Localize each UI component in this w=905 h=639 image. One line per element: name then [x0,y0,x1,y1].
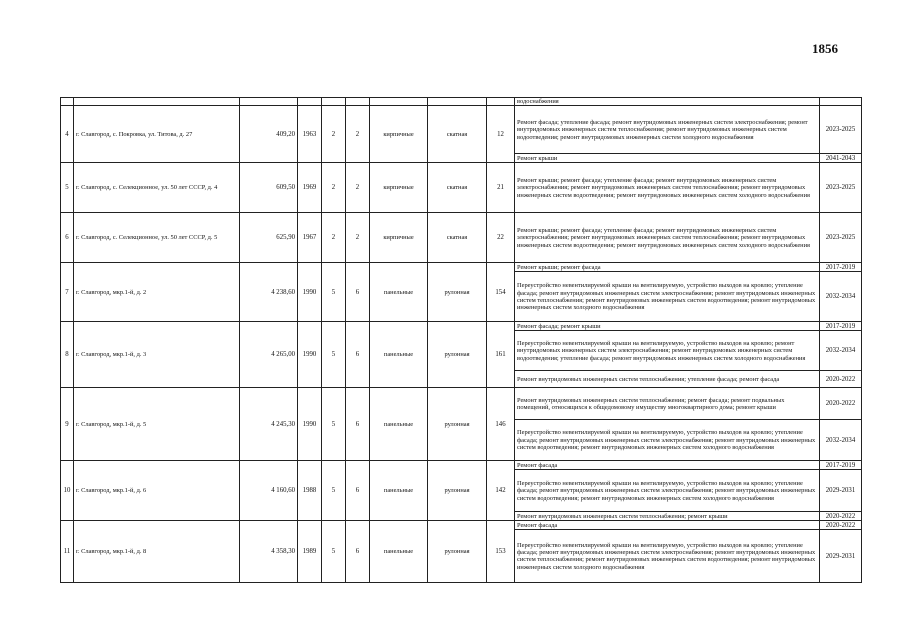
wall-material: кирпичные [370,213,428,263]
period: 2020-2022 [820,512,862,521]
cell [370,98,428,106]
residents-count: 12 [487,106,515,163]
house-number: 8 [61,322,74,388]
work-description: Ремонт внутридомовых инженерных систем теплоснабжения; ремонт крыши [515,512,820,521]
table-row [61,388,862,420]
total-area: 625,90 [240,213,298,263]
total-area: 609,50 [240,163,298,213]
entrances-count: 6 [346,388,370,461]
roof-type: скатная [428,106,487,163]
total-area: 4 245,30 [240,388,298,461]
total-area: 4 358,30 [240,521,298,583]
table-row [61,521,862,530]
residents-count: 142 [487,461,515,521]
residents-count: 22 [487,213,515,263]
roof-type: рулонная [428,322,487,388]
house-address: г. Славгород, с. Селекционное, ул. 50 лет СССР, д. 5 [74,213,240,263]
floors-count: 2 [322,106,346,163]
residents-count: 146 [487,388,515,461]
work-description: Ремонт фасада [515,521,820,530]
table-row [61,461,862,470]
entrances-count: 2 [346,213,370,263]
house-number: 11 [61,521,74,583]
period: 2017-2019 [820,322,862,331]
floors-count: 5 [322,521,346,583]
floors-count: 5 [322,322,346,388]
period: 2029-2031 [820,530,862,583]
cell [240,98,298,106]
table-row [61,106,862,154]
table-row [61,163,862,213]
work-description: Ремонт крыши [515,154,820,163]
wall-material: панельные [370,322,428,388]
roof-type: рулонная [428,263,487,322]
build-year: 1990 [298,322,322,388]
work-description: Переустройство невентилируемой крыши на вентилируемую, устройство выходов на кровлю; ремонт внутридомовых инженерных систем электроснабжения; ремонт внутридомовых инженерных систем водоотведения; утепление фасада; ремонт внутридомовых инженерных систем холодного водоснабжения [515,331,820,371]
work-description: Ремонт крыши; ремонт фасада [515,263,820,272]
floors-count: 5 [322,263,346,322]
period: 2041-2043 [820,154,862,163]
cell [61,98,74,106]
build-year: 1969 [298,163,322,213]
entrances-count: 2 [346,163,370,213]
house-address: г. Славгород, мкр.1-й, д. 3 [74,322,240,388]
floors-count: 2 [322,213,346,263]
work-description: Переустройство невентилируемой крыши на вентилируемую, устройство выходов на кровлю; утепление фасада; ремонт внутридомовых инженерных систем электроснабжения; ремонт внутридомовых инженерных систем водоотведения; ремонт внутридомовых инженерных систем холодного водоснабжения [515,470,820,512]
house-address: г. Славгород, мкр.1-й, д. 8 [74,521,240,583]
continuation-row [61,98,862,106]
wall-material: панельные [370,461,428,521]
entrances-count: 2 [346,106,370,163]
wall-material: панельные [370,388,428,461]
entrances-count: 6 [346,461,370,521]
build-year: 1963 [298,106,322,163]
period: 2032-2034 [820,420,862,461]
work-description: Ремонт фасада; утепление фасада; ремонт внутридомовых инженерных систем электроснабжения; ремонт внутридомовых инженерных систем теплоснабжения; ремонт внутридомовых инженерных систем водоотведения; ремонт внутридомовых инженерных систем холодного водоснабжения [515,106,820,154]
roof-type: рулонная [428,521,487,583]
house-number: 5 [61,163,74,213]
wall-material: кирпичные [370,163,428,213]
build-year: 1967 [298,213,322,263]
floors-count: 5 [322,461,346,521]
house-address: г. Славгород, мкр.1-й, д. 5 [74,388,240,461]
work-description: Переустройство невентилируемой крыши на вентилируемую, устройство выходов на кровлю; утепление фасада; ремонт внутридомовых инженерных систем электроснабжения; ремонт внутридомовых инженерных систем водоотведения; ремонт внутридомовых инженерных систем холодного водоснабжения [515,420,820,461]
floors-count: 2 [322,163,346,213]
period: 2020-2022 [820,521,862,530]
roof-type: рулонная [428,388,487,461]
total-area: 4 265,00 [240,322,298,388]
house-address: г. Славгород, с. Селекционное, ул. 50 лет СССР, д. 4 [74,163,240,213]
house-number: 10 [61,461,74,521]
repair-plan-table [60,97,862,583]
roof-type: скатная [428,163,487,213]
cell [487,98,515,106]
work-description: водоснабжения [515,98,820,106]
house-address: г. Славгород, с. Покровка, ул. Титова, д. 27 [74,106,240,163]
build-year: 1990 [298,388,322,461]
cell [298,98,322,106]
cell [322,98,346,106]
cell [428,98,487,106]
table-row [61,213,862,263]
table-row [61,322,862,331]
work-description: Ремонт внутридомовых инженерных систем теплоснабжения; ремонт фасада; ремонт подвальных помещений, относящихся к общедомовому имуществу многоквартирного дома; ремонт крыши [515,388,820,420]
work-description: Ремонт крыши; ремонт фасада; утепление фасада; ремонт внутридомовых инженерных систем электроснабжения; ремонт внутридомовых инженерных систем теплоснабжения; ремонт внутридомовых инженерных систем водоотведения; ремонт внутридомовых инженерных систем холодного водоснабжения [515,163,820,213]
work-description: Переустройство невентилируемой крыши на вентилируемую, устройство выходов на кровлю; утепление фасада; ремонт внутридомовых инженерных систем электроснабжения; ремонт внутридомовых инженерных систем теплоснабжения; ремонт внутридомовых инженерных систем водоотведения; ремонт внутридомовых инженерных систем холодного водоснабжения [515,530,820,583]
period: 2032-2034 [820,272,862,322]
roof-type: рулонная [428,461,487,521]
house-number: 6 [61,213,74,263]
build-year: 1989 [298,521,322,583]
wall-material: панельные [370,521,428,583]
wall-material: кирпичные [370,106,428,163]
floors-count: 5 [322,388,346,461]
entrances-count: 6 [346,521,370,583]
house-address: г. Славгород, мкр.1-й, д. 6 [74,461,240,521]
entrances-count: 6 [346,263,370,322]
period: 2032-2034 [820,331,862,371]
period: 2020-2022 [820,388,862,420]
residents-count: 153 [487,521,515,583]
work-description: Ремонт внутридомовых инженерных систем теплоснабжения; утепление фасада; ремонт фасада [515,371,820,388]
period: 2029-2031 [820,470,862,512]
period: 2023-2025 [820,163,862,213]
total-area: 4 160,60 [240,461,298,521]
build-year: 1988 [298,461,322,521]
period: 2020-2022 [820,371,862,388]
cell [346,98,370,106]
table-row [61,263,862,272]
period: 2017-2019 [820,263,862,272]
build-year: 1990 [298,263,322,322]
work-description: Ремонт фасада; ремонт крыши [515,322,820,331]
period: 2017-2019 [820,461,862,470]
period: 2023-2025 [820,213,862,263]
residents-count: 161 [487,322,515,388]
house-number: 7 [61,263,74,322]
total-area: 409,20 [240,106,298,163]
work-description: Переустройство невентилируемой крыши на вентилируемую, устройство выходов на кровлю; утепление фасада; ремонт внутридомовых инженерных систем электроснабжения; ремонт внутридомовых инженерных систем теплоснабжения; ремонт внутридомовых инженерных систем водоотведения; ремонт внутридомовых инженерных систем холодного водоснабжения [515,272,820,322]
page-number: 1856 [812,41,838,56]
period: 2023-2025 [820,106,862,154]
residents-count: 154 [487,263,515,322]
house-number: 9 [61,388,74,461]
roof-type: скатная [428,213,487,263]
residents-count: 21 [487,163,515,213]
cell [74,98,240,106]
period [820,98,862,106]
work-description: Ремонт фасада [515,461,820,470]
total-area: 4 238,60 [240,263,298,322]
house-number: 4 [61,106,74,163]
entrances-count: 6 [346,322,370,388]
house-address: г. Славгород, мкр.1-й, д. 2 [74,263,240,322]
wall-material: панельные [370,263,428,322]
work-description: Ремонт крыши; ремонт фасада; утепление фасада; ремонт внутридомовых инженерных систем электроснабжения; ремонт внутридомовых инженерных систем теплоснабжения; ремонт внутридомовых инженерных систем водоотведения; ремонт внутридомовых инженерных систем холодного водоснабжения [515,213,820,263]
